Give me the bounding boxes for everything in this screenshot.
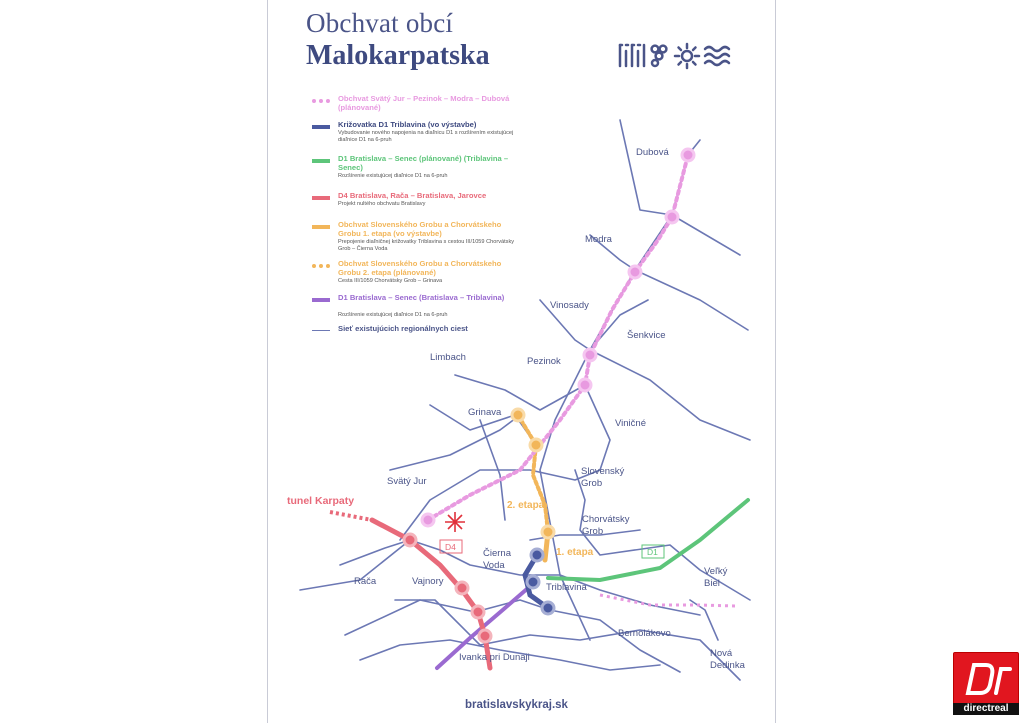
label-triblavina: Triblavina (546, 582, 587, 593)
label-limbach: Limbach (430, 352, 466, 363)
legend-desc: Rozšírenie existujúcej diaľnice D1 na 6-pruh (338, 173, 448, 179)
annotation-etapa-1: 1. etapa (556, 547, 594, 558)
legend-desc: Rozšírenie existujúcej diaľnice D1 na 6-pruh (338, 312, 448, 318)
annotation-etapa-2: 2. etapa (507, 500, 545, 511)
label-slovensky-grob-2: Grob (581, 478, 603, 489)
legend-title: Sieť existujúcich regionálnych ciest (338, 324, 468, 333)
annotation-tunel-karpaty: tunel Karpaty (287, 495, 355, 507)
label-pezinok: Pezinok (527, 356, 561, 367)
legend-title: Obchvat Svätý Jur – Pezinok – Modra – Dubová (plánované) (338, 94, 510, 112)
label-grinava: Grinava (468, 407, 502, 418)
legend-title: Obchvat Slovenského Grobu a Chorvátskeho Grobu 1. etapa (vo výstavbe) (338, 220, 502, 238)
d4-red-route (372, 520, 490, 668)
label-chorvatsky-grob-1: Chorvátsky (582, 514, 630, 525)
title-line-1: Obchvat obcí (306, 8, 454, 38)
label-modra: Modra (585, 234, 612, 245)
label-vajnory: Vajnory (412, 576, 444, 587)
legend-desc: Vybudovanie nového napojenia na diaľnicu D1 s rozšírením existujúcej diaľnice D1 na 6-pruh (338, 130, 514, 143)
directreal-watermark (953, 652, 1019, 714)
label-bernolakovo: Bernolákovo (618, 628, 671, 639)
legend-title: D1 Bratislava – Senec (plánované) (Triblavina – Senec) (338, 154, 509, 172)
regional-roads (300, 120, 750, 680)
label-cierna-voda-1: Čierna (483, 548, 511, 559)
label-senkvice: Šenkvice (627, 330, 666, 341)
tunel-karpaty-dotted (330, 512, 372, 520)
label-nova-dedinka-2: Dedinka (710, 660, 745, 671)
annotation-d1: D1 (647, 547, 658, 557)
label-raca: Rača (354, 576, 377, 587)
route-map (267, 0, 774, 723)
label-nova-dedinka-1: Nová (710, 648, 733, 659)
star-marker-icon (445, 512, 465, 532)
label-cierna-voda-2: Voda (483, 560, 505, 571)
annotation-d4: D4 (445, 542, 456, 552)
directreal-wordmark: directreal (953, 703, 1019, 715)
legend-title: Obchvat Slovenského Grobu a Chorvátskeho Grobu 2. etapa (plánované) (338, 259, 502, 277)
label-velky-biel-2: Biel (704, 578, 720, 589)
title-line-2: Malokarpatska (306, 40, 490, 71)
label-slovensky-grob-1: Slovenský (581, 466, 625, 477)
footer-url: bratislavskykraj.sk (465, 699, 568, 711)
legend-title: Križovatka D1 Triblavina (vo výstavbe) (338, 120, 477, 129)
legend-desc: Projekt nultého obchvatu Bratislavy (338, 201, 426, 207)
label-chorvatsky-grob-2: Grob (582, 526, 604, 537)
label-svaty-jur: Svätý Jur (387, 476, 427, 487)
legend-title: D1 Bratislava – Senec (Bratislava – Triblavina) (338, 293, 505, 302)
legend-desc: Cesta III/1059 Chorvátsky Grob – Grinava (338, 278, 443, 284)
label-ivanka: Ivanka pri Dunaji (459, 652, 530, 663)
label-vinicne: Viničné (615, 418, 646, 429)
legend-title: D4 Bratislava, Rača – Bratislava, Jarovce (338, 191, 487, 200)
label-vinosady: Vinosady (550, 300, 589, 311)
legend-desc: Prepojenie diaľničnej križovatky Triblavina s cestou III/1059 Chorvátsky Grob – Čierna Voda (338, 239, 515, 252)
directreal-logo-icon (953, 652, 1019, 706)
label-velky-biel-1: Veľký (704, 566, 728, 577)
label-dubova: Dubová (636, 147, 669, 158)
